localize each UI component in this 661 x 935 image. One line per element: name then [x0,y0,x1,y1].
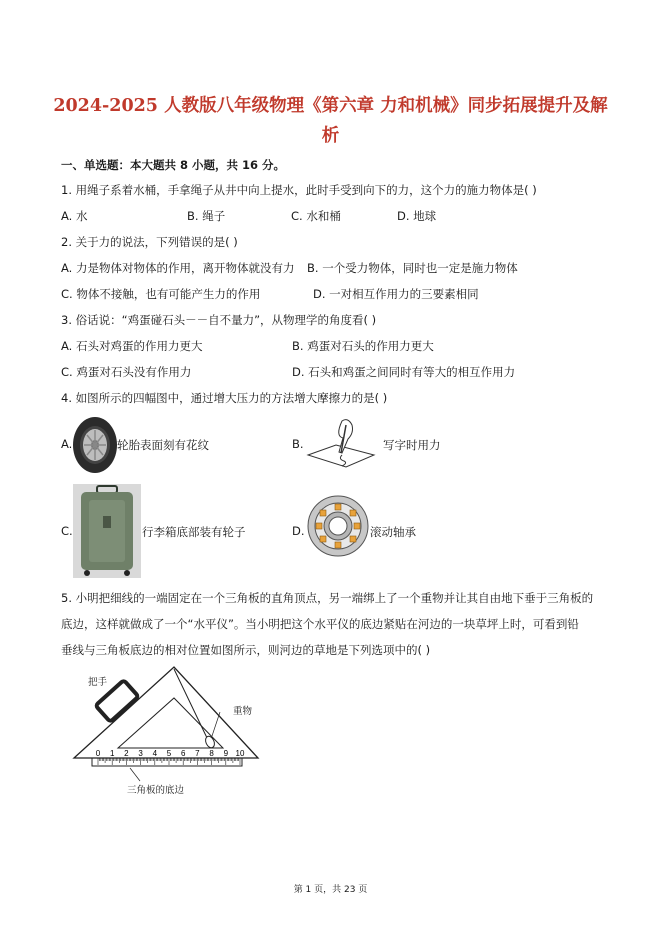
question-4-stem: 4. 如图所示的四幅图中，通过增大压力的方法增大摩擦力的是( ) [61,391,388,405]
figure-label-base: 三角板的底边 [127,785,185,796]
page-footer: 第 1 页，共 23 页 [293,885,368,895]
q4-option-a-text: 轮胎表面刻有花纹 [117,438,209,452]
ruler-scale-label: 5 [166,749,172,758]
ruler-scale-label: 6 [180,749,186,758]
ruler-scale-label: 10 [235,749,245,758]
tire-image [72,416,118,474]
ruler-scale-label: 9 [223,749,229,758]
ruler-scale-label: 7 [195,749,200,758]
question-2-stem: 2. 关于力的说法，下列错误的是( ) [61,235,238,249]
page-title-line2: 析 [321,126,340,146]
q3-option-d: D. 石头和鸡蛋之间同时有等大的相互作用力 [292,365,516,379]
q2-option-b: B. 一个受力物体，同时也一定是施力物体 [307,261,518,275]
q4-option-b-letter: B. [292,437,304,451]
question-1-stem: 1. 用绳子系着水桶，手拿绳子从井中向上提水，此时手受到向下的力，这个力的施力物体是( ) [61,183,537,197]
q4-option-d-text: 滚动轴承 [370,525,416,539]
q2-option-d: D. 一对相互作用力的三要素相同 [313,287,479,301]
q3-option-a: A. 石头对鸡蛋的作用力更大 [61,339,203,353]
q3-option-c: C. 鸡蛋对石头没有作用力 [61,365,192,379]
suitcase-image [73,484,141,578]
section-heading: 一、单选题：本大题共 8 小题，共 16 分。 [61,158,286,172]
q2-option-a: A. 力是物体对物体的作用，离开物体就没有力 [61,261,295,275]
ruler-scale-label: 1 [109,749,115,758]
q4-option-b-text: 写字时用力 [383,438,441,452]
ruler-scale-label: 2 [124,749,129,758]
q1-option-d: D. 地球 [397,209,437,223]
q1-option-b: B. 绳子 [187,209,226,223]
ruler-scale-label: 3 [138,749,143,758]
question-5-line2: 底边，这样就做成了一个“水平仪”。当小明把这个水平仪的底边紧贴在河边的一块草坪上时，可看到铅 [61,617,579,631]
q2-option-c: C. 物体不接触，也有可能产生力的作用 [61,287,261,301]
question-5-line1: 5. 小明把细线的一端固定在一个三角板的直角顶点，另一端绑上了一个重物并让其自由地下垂于三角板的 [61,591,594,605]
q1-option-c: C. 水和桶 [291,209,341,223]
q3-option-b: B. 鸡蛋对石头的作用力更大 [292,339,434,353]
q4-option-a-letter: A. [61,437,73,451]
figure-label-weight: 重物 [233,706,253,717]
ruler-scale-label: 4 [152,749,158,758]
writing-hand-image [306,415,376,471]
ruler-scale-label: 8 [209,749,214,758]
q4-option-d-letter: D. [292,524,305,538]
q4-option-c-text: 行李箱底部装有轮子 [142,525,246,539]
bearing-image [306,494,370,558]
q1-option-a: A. 水 [61,209,88,223]
q4-option-c-letter: C. [61,524,73,538]
question-5-line3: 垂线与三角板底边的相对位置如图所示，则河边的草地是下列选项中的( ) [61,643,431,657]
figure-label-handle: 把手 [88,677,108,688]
page-title-line1: 2024-2025 人教版八年级物理《第六章 力和机械》同步拓展提升及解 [53,96,608,116]
question-3-stem: 3. 俗话说：“鸡蛋碰石头－－自不量力”，从物理学的角度看( ) [61,313,377,327]
ruler-scale-label: 0 [95,749,101,758]
